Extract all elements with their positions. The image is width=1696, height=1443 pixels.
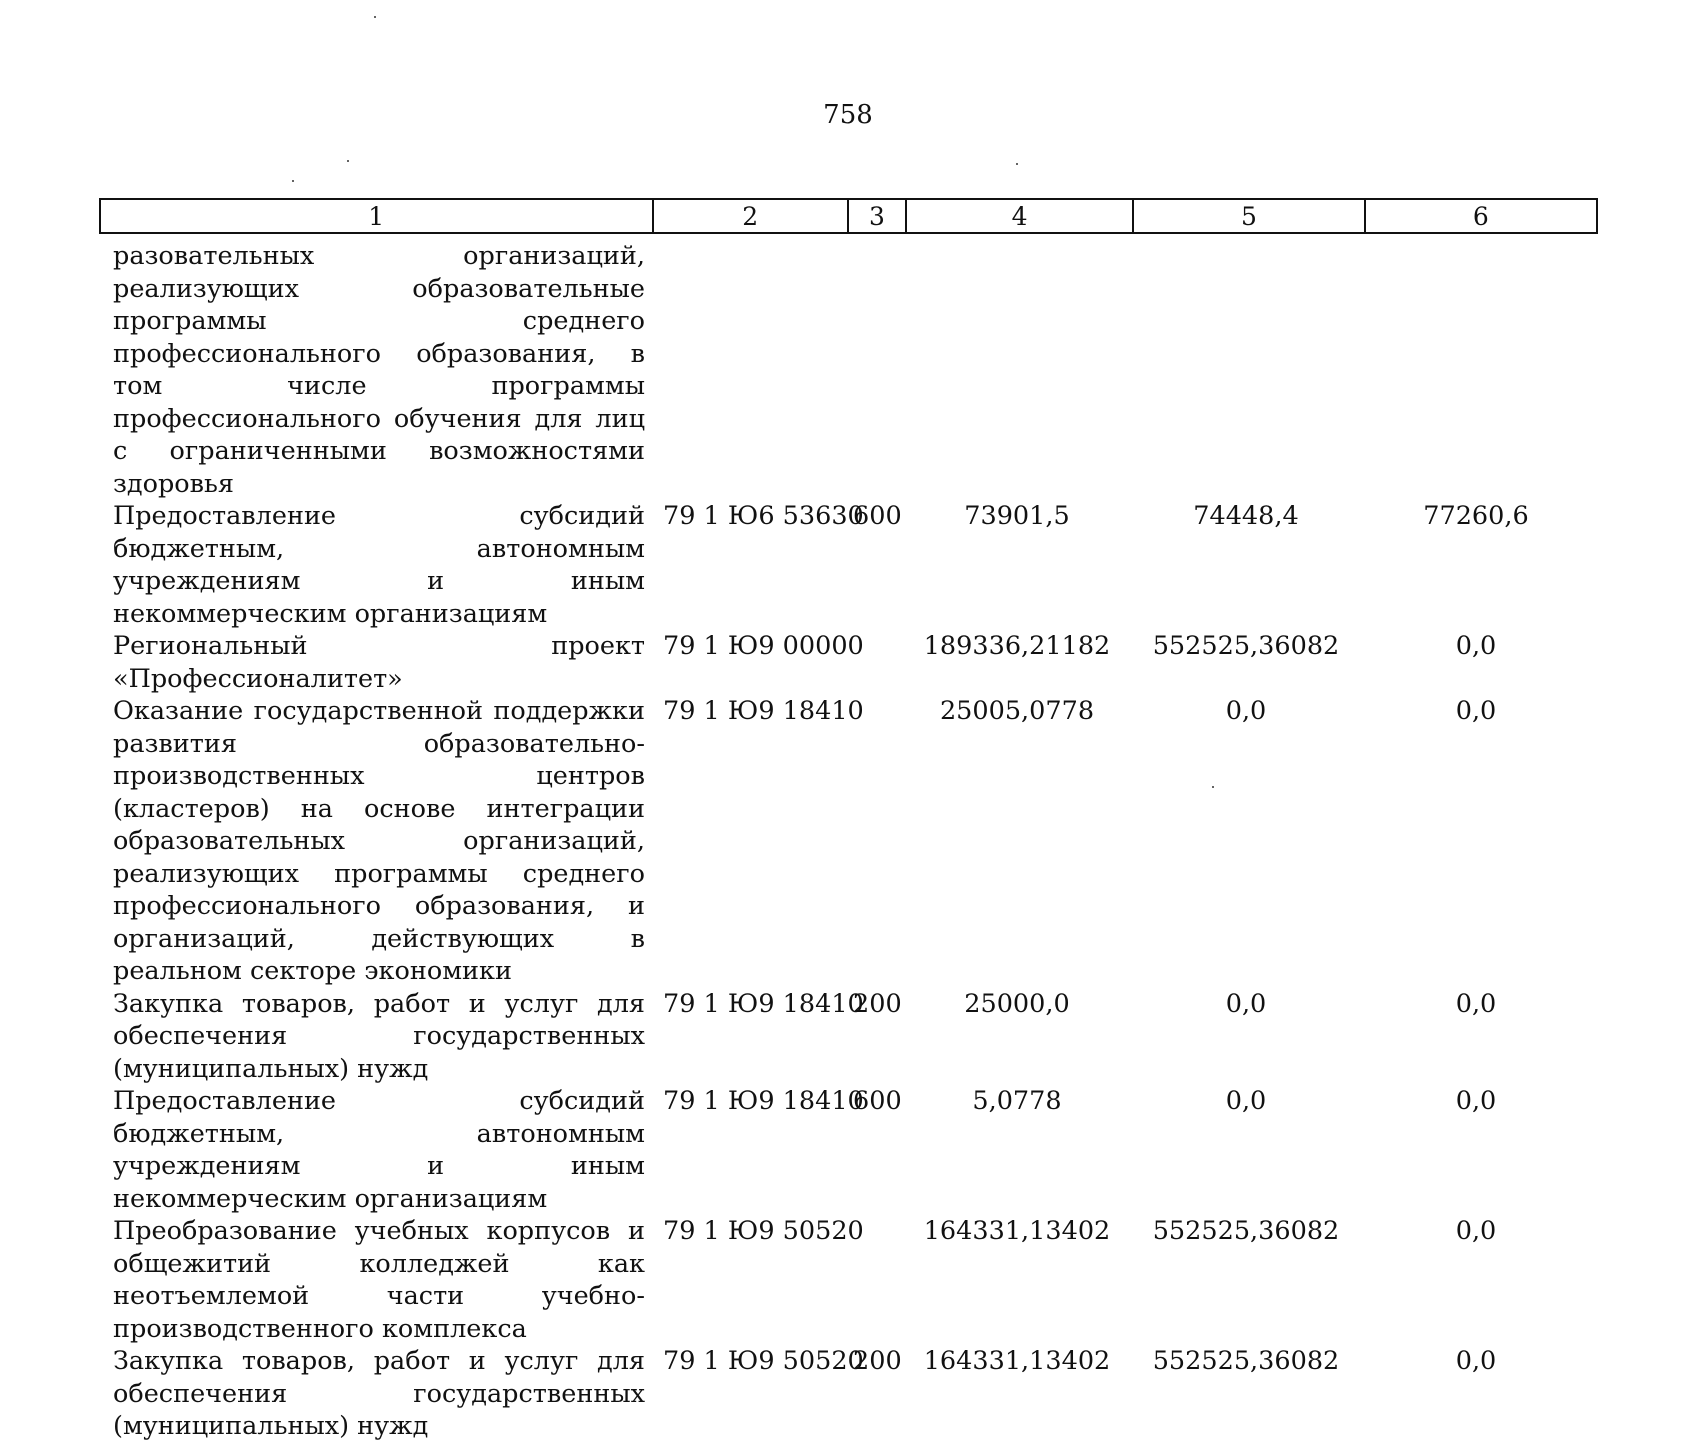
row-value-2: 0,0 <box>1225 988 1267 1019</box>
row-name: Оказание государственной поддержки развития образовательно-производственных центров (кластеров) на основе интеграции образовательных организаций, реализующих программы среднего профессионального образования, и организаций, действующих в реальном секторе экономики <box>113 696 645 986</box>
row-value-1: 164331,13402 <box>923 1346 1111 1376</box>
row-value-3: 0,0 <box>1455 1086 1497 1116</box>
header-col-4: 4 <box>907 200 1134 232</box>
row-value-1: 25005,0778 <box>939 696 1095 726</box>
header-col-2: 2 <box>654 200 849 232</box>
row-code: 79 1 Ю9 00000 <box>663 631 864 661</box>
row-value-3: 0,0 <box>1455 988 1497 1019</box>
table-header <box>99 198 1598 234</box>
header-col-5: 5 <box>1134 200 1365 232</box>
row-type <box>845 240 903 500</box>
row-type <box>845 630 903 695</box>
row-type: 600 <box>853 501 902 531</box>
row-name: Предоставление субсидий бюджетным, автономным учреждениям и иным некоммерческим организациям <box>113 501 645 629</box>
row-code: 79 1 Ю6 53630 <box>663 501 864 531</box>
header-col-3: 3 <box>849 200 907 232</box>
table-row <box>99 500 1598 630</box>
table-row <box>99 1345 1598 1443</box>
row-value-2 <box>1131 240 1361 500</box>
row-name: Закупка товаров, работ и услуг для обеспечения государственных (муниципальных) нужд <box>113 1346 645 1441</box>
row-type: 200 <box>853 988 902 1019</box>
row-value-3: 0,0 <box>1455 696 1497 726</box>
table-row <box>99 630 1598 695</box>
row-type: 600 <box>853 1086 902 1116</box>
row-name: Преобразование учебных корпусов и общежитий колледжей как неотъемлемой части учебно-производственного комплекса <box>113 1216 645 1344</box>
row-value-3: 0,0 <box>1455 631 1497 661</box>
row-value-2: 74448,4 <box>1193 501 1299 531</box>
row-code: 79 1 Ю9 18410 <box>663 1086 864 1116</box>
row-name: Региональный проект «Профессионалитет» <box>113 631 645 694</box>
row-name: Закупка товаров, работ и услуг для обеспечения государственных (муниципальных) нужд <box>113 988 645 1084</box>
table-row <box>99 1085 1598 1215</box>
row-value-3: 0,0 <box>1455 1216 1497 1246</box>
row-code: 79 1 Ю9 18410 <box>663 988 864 1019</box>
table-row <box>99 240 1598 500</box>
row-value-1 <box>903 240 1131 500</box>
table-row <box>99 1215 1598 1345</box>
row-type: 200 <box>853 1346 902 1376</box>
row-type <box>845 1215 903 1345</box>
row-name: Предоставление субсидий бюджетным, автономным учреждениям и иным некоммерческим организациям <box>113 1086 645 1214</box>
header-col-6: 6 <box>1472 202 1489 231</box>
row-value-2: 0,0 <box>1225 1086 1267 1116</box>
row-value-1: 5,0778 <box>972 1086 1062 1116</box>
row-code <box>651 240 845 500</box>
row-code: 79 1 Ю9 18410 <box>663 696 864 726</box>
table-body <box>99 240 1598 1443</box>
table-row <box>99 988 1598 1086</box>
row-value-1: 164331,13402 <box>923 1216 1111 1246</box>
row-value-1: 25000,0 <box>964 988 1070 1019</box>
row-value-2: 552525,36082 <box>1152 1346 1340 1376</box>
page-number: 758 <box>823 100 873 130</box>
row-value-2: 552525,36082 <box>1152 631 1340 661</box>
table-row <box>99 695 1598 988</box>
row-value-2: 552525,36082 <box>1152 1216 1340 1246</box>
row-name: разовательных организаций, реализующих образовательные программы среднего профессионального образования, в том числе программы профессионального обучения для лиц с ограниченными возможностями здоровья <box>113 241 645 499</box>
row-type <box>845 695 903 988</box>
row-value-3: 77260,6 <box>1423 501 1529 531</box>
row-code: 79 1 Ю9 50520 <box>663 1346 864 1376</box>
row-value-2: 0,0 <box>1225 696 1267 726</box>
row-value-1: 189336,21182 <box>923 631 1111 661</box>
header-col-1: 1 <box>101 200 654 232</box>
row-value-1: 73901,5 <box>964 501 1070 531</box>
row-value-3 <box>1361 240 1591 500</box>
row-value-3: 0,0 <box>1455 1346 1497 1376</box>
row-code: 79 1 Ю9 50520 <box>663 1216 864 1246</box>
